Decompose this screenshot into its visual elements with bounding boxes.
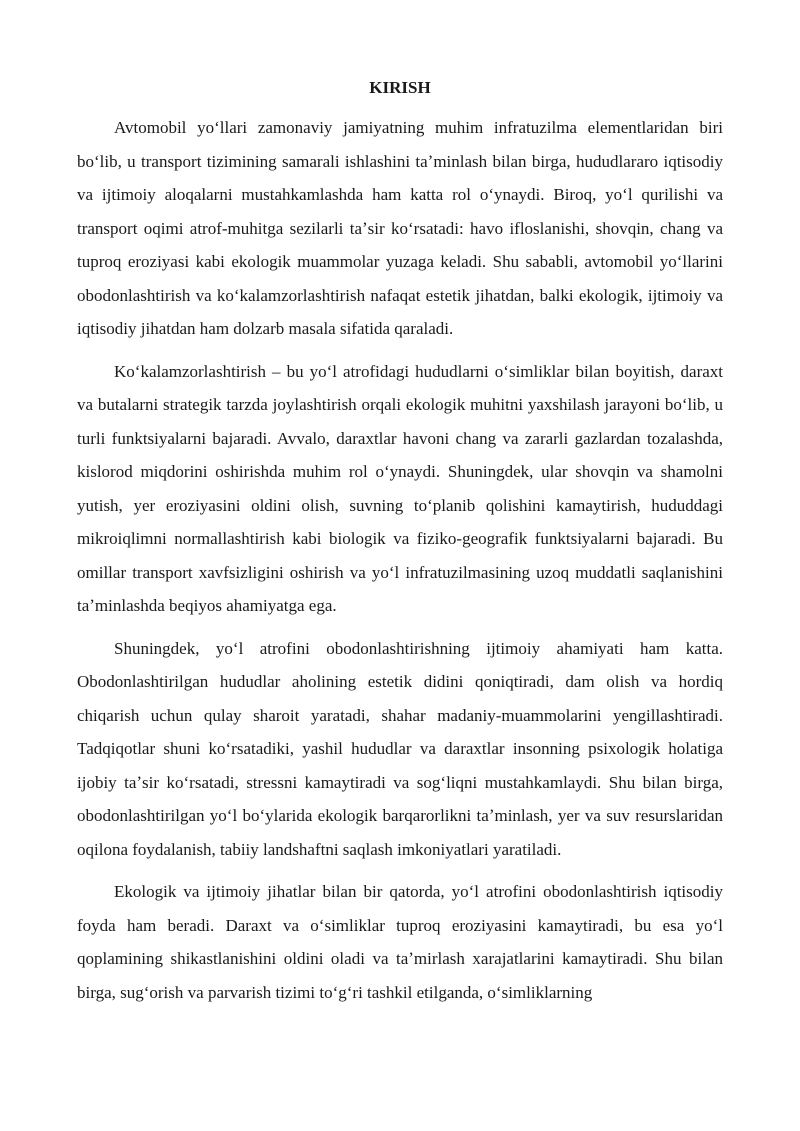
document-title: KIRISH <box>369 78 431 97</box>
paragraph-4: Ekologik va ijtimoiy jihatlar bilan bir qatorda, yoʻl atrofini obodonlashtirish iqtisodiy foyda ham beradi. Daraxt va oʻsimliklar tuproq eroziyasini kamaytiradi, bu esa yoʻl qoplamining shikastlanishini oldini oladi va taʼmirlash xarajatlarini kamaytiradi. Shu bilan birga, sugʻorish va parvarish tizimi toʻgʻri tashkil etilganda, oʻsimliklarning <box>77 882 723 1002</box>
paragraph-2: Koʻkalamzorlashtirish – bu yoʻl atrofidagi hududlarni oʻsimliklar bilan boyitish, daraxt va butalarni strategik tarzda joylashtirish orqali ekologik muhitni yaxshilash jarayoni boʻlib, u turli funktsiyalarni bajaradi. Avvalo, daraxtlar havoni chang va zararli gazlardan tozalashda, kislorod miqdorini oshirishda muhim rol oʻynaydi. Shuningdek, ular shovqin va shamolni yutish, yer eroziyasini oldini olish, suvning toʻplanib qolishini kamaytirish, hududdagi mikroiqlimni normallashtirish kabi biologik va fiziko-geografik funktsiyalarni bajaradi. Bu omillar transport xavfsizligini oshirish va yoʻl infratuzilmasining uzoq muddatli saqlanishini taʼminlashda beqiyos ahamiyatga ega. <box>77 361 723 615</box>
paragraph-1: Avtomobil yoʻllari zamonaviy jamiyatning muhim infratuzilma elementlaridan biri boʻlib, u transport tizimining samarali ishlashini taʼminlash bilan birga, hududlararo iqtisodiy va ijtimoiy aloqalarni mustahkamlashda ham katta rol oʻynaydi. Biroq, yoʻl qurilishi va transport oqimi atrof-muhitga sezilarli taʼsir koʻrsatadi: havo ifloslanishi, shovqin, chang va tuproq eroziyasi kabi ekologik muammolar yuzaga keladi. Shu sababli, avtomobil yoʻllarini obodonlashtirish va koʻkalamzorlashtirish nafaqat estetik jihatdan, balki ekologik, ijtimoiy va iqtisodiy jihatdan ham dolzarb masala sifatida qaraladi. <box>77 118 723 338</box>
document-page <box>77 74 723 1018</box>
paragraph-3: Shuningdek, yoʻl atrofini obodonlashtirishning ijtimoiy ahamiyati ham katta. Obodonlashtirilgan hududlar aholining estetik didini qoniqtiradi, dam olish va hordiq chiqarish uchun qulay sharoit yaratadi, shahar madaniy-muammolarini yengillashtiradi. Tadqiqotlar shuni koʻrsatadiki, yashil hududlar va daraxtlar insonning psixologik holatiga ijobiy taʼsir koʻrsatadi, stressni kamaytiradi va sogʻliqni mustahkamlaydi. Shu bilan birga, obodonlashtirilgan yoʻl boʻylarida ekologik barqarorlikni taʼminlash, yer va suv resurslaridan oqilona foydalanish, tabiiy landshaftni saqlash imkoniyatlari yaratiladi. <box>77 638 723 859</box>
